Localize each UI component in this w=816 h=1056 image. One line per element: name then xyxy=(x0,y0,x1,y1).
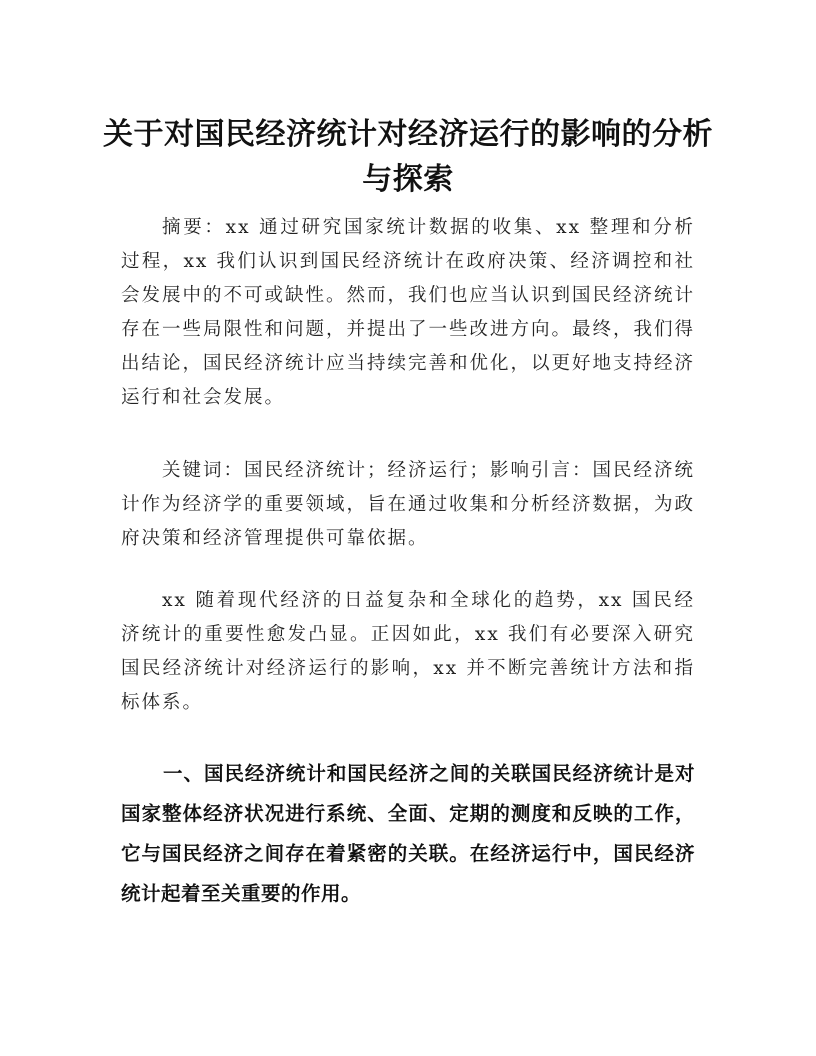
intro-paragraph: xx 随着现代经济的日益复杂和全球化的趋势，xx 国民经济统计的重要性愈发凸显。正因如此，xx 我们有必要深入研究国民经济统计对经济运行的影响，xx 并不断完善统计方法和指标体系。 xyxy=(121,590,695,713)
section-1-heading-paragraph: 一、国民经济统计和国民经济之间的关联国民经济统计是对国家整体经济状况进行系统、全面、定期的测度和反映的工作，它与国民经济之间存在着紧密的关联。在经济运行中，国民经济统计起着至关重要的作用。 xyxy=(121,762,695,905)
document-title: 关于对国民经济统计对经济运行的影响的分析与探索 xyxy=(103,117,713,197)
keywords-paragraph: 关键词：国民经济统计；经济运行；影响引言：国民经济统计作为经济学的重要领域，旨在通过收集和分析经济数据，为政府决策和经济管理提供可靠依据。 xyxy=(121,460,696,549)
abstract-paragraph: 摘要：xx 通过研究国家统计数据的收集、xx 整理和分析过程，xx 我们认识到国民经济统计在政府决策、经济调控和社会发展中的不可或缺性。然而，我们也应当认识到国民经济统计存在一些局限性和问题，并提出了一些改进方向。最终，我们得出结论，国民经济统计应当持续完善和优化，以更好地支持经济运行和社会发展。 xyxy=(121,217,696,408)
